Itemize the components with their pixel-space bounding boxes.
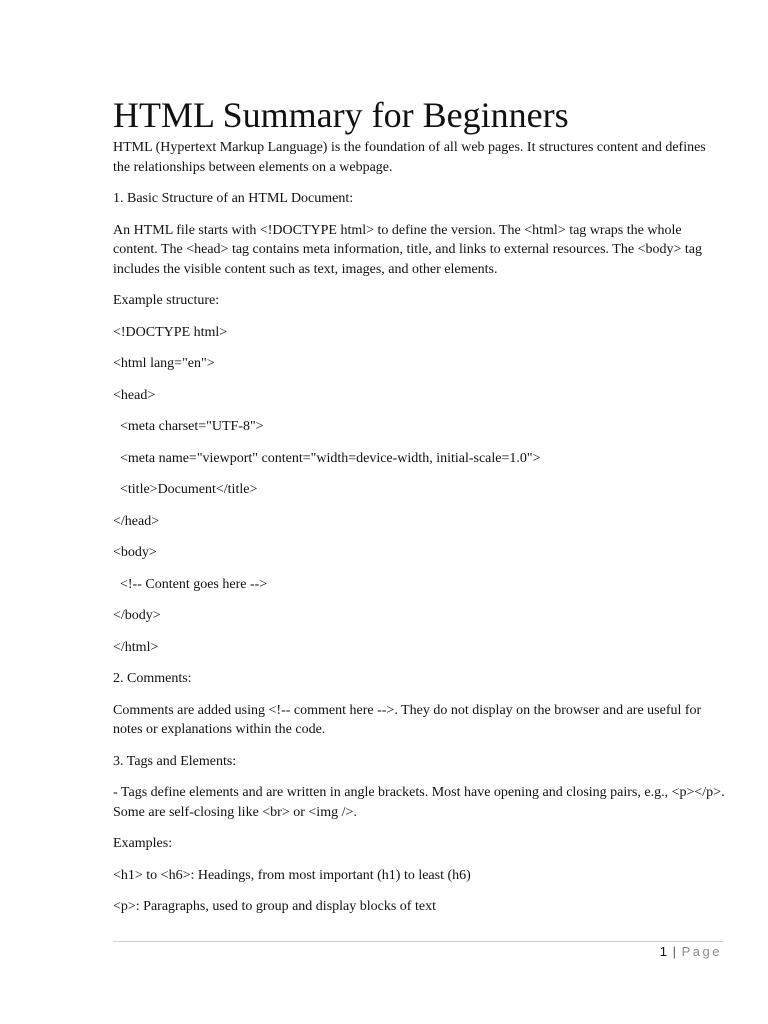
document-body xyxy=(113,138,725,929)
basic-structure-paragraph: An HTML file starts with <!DOCTYPE html> to define the version. The <html> tag wraps the whole content. The <head> tag contains meta information, title, and links to external resources. The <body> tag includes the visible content such as text, images, and other elements. xyxy=(113,222,702,277)
section-heading-comments: 2. Comments: xyxy=(113,671,192,686)
code-line: </html> xyxy=(113,639,159,655)
example-structure-label: Example structure: xyxy=(113,293,220,308)
code-line: <title>Document</title> xyxy=(120,482,258,497)
tags-paragraph: - Tags define elements and are written in angle brackets. Most have opening and closing pairs, e.g., <p></p>. Some are self-closing like <br> or <img />. xyxy=(113,785,725,820)
page-number: 1 xyxy=(659,944,667,959)
code-line: <body> xyxy=(113,545,157,560)
comments-paragraph: Comments are added using <!-- comment here -->. They do not display on the browser and are useful for notes or explanations within the code. xyxy=(113,702,702,737)
examples-label: Examples: xyxy=(113,836,173,851)
code-line: </head> xyxy=(113,513,160,529)
section-heading-basic-structure: 1. Basic Structure of an HTML Document: xyxy=(113,191,354,206)
section-heading-tags: 3. Tags and Elements: xyxy=(113,753,237,769)
footer-divider xyxy=(113,941,723,942)
code-line: </body> xyxy=(113,608,161,623)
example-paragraphs: <p>: Paragraphs, used to group and display blocks of text xyxy=(113,899,436,914)
code-line: <!-- Content goes here --> xyxy=(120,576,268,592)
code-line: <meta name="viewport" content="width=device-width, initial-scale=1.0"> xyxy=(120,450,541,466)
page-separator: | xyxy=(672,944,676,959)
intro-paragraph: HTML (Hypertext Markup Language) is the foundation of all web pages. It structures content and defines the relationships between elements on a webpage. xyxy=(113,140,706,175)
page-label: Page xyxy=(681,944,722,959)
example-headings: <h1> to <h6>: Headings, from most important (h1) to least (h6) xyxy=(113,867,471,883)
document-title: HTML Summary for Beginners xyxy=(113,95,569,135)
code-line: <head> xyxy=(113,387,156,403)
code-line: <!DOCTYPE html> xyxy=(113,324,228,340)
code-line: <html lang="en"> xyxy=(113,356,215,371)
page-footer xyxy=(660,943,722,960)
code-line: <meta charset="UTF-8"> xyxy=(120,419,264,434)
